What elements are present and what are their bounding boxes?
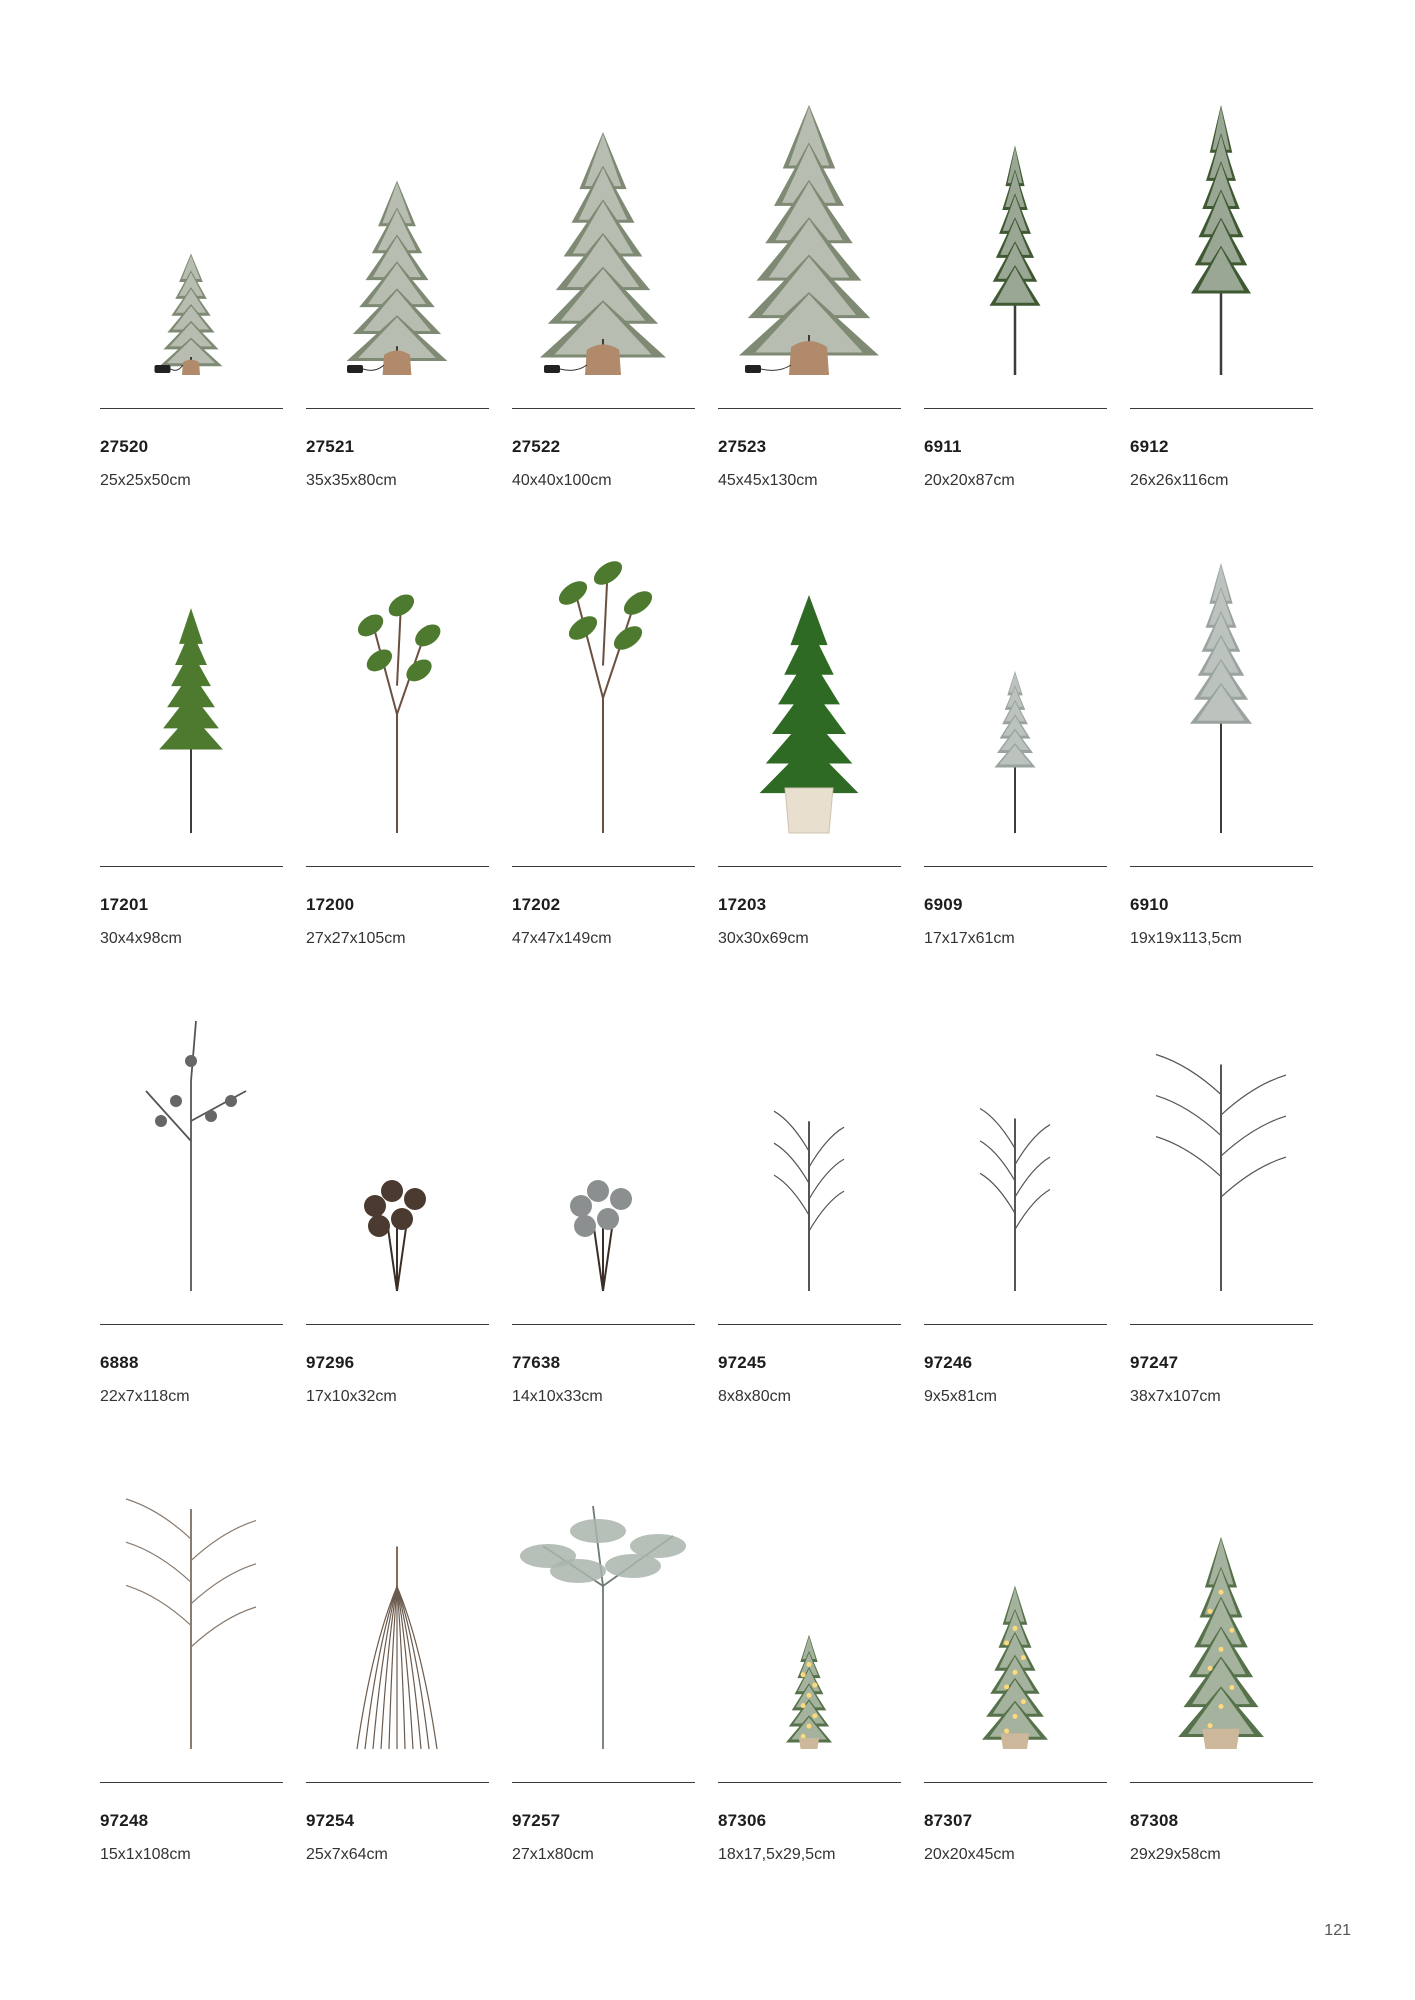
product-code: 97246 bbox=[924, 1353, 973, 1372]
product-dimensions: 25x25x50cm bbox=[100, 472, 191, 489]
product-code: 6911 bbox=[924, 437, 962, 456]
green-pine-branch-icon bbox=[306, 548, 489, 848]
potted-pine-icon bbox=[718, 548, 901, 848]
product-code: 97257 bbox=[512, 1811, 561, 1830]
product-code: 17202 bbox=[512, 895, 561, 914]
product-divider bbox=[718, 1782, 901, 1783]
product-dimensions: 38x7x107cm bbox=[1130, 1388, 1221, 1405]
product-divider bbox=[512, 1782, 695, 1783]
product-code: 6888 bbox=[100, 1353, 139, 1372]
product-divider bbox=[924, 1324, 1107, 1325]
product-code: 97254 bbox=[306, 1811, 355, 1830]
product-divider bbox=[306, 866, 489, 867]
product-code: 27520 bbox=[100, 437, 149, 456]
product-divider bbox=[1130, 408, 1313, 409]
product-dimensions: 15x1x108cm bbox=[100, 1846, 191, 1863]
product-code: 97248 bbox=[100, 1811, 149, 1830]
product-code: 77638 bbox=[512, 1353, 561, 1372]
green-pine-branch-large-icon bbox=[512, 548, 695, 848]
product-dimensions: 27x1x80cm bbox=[512, 1846, 594, 1863]
product-dimensions: 17x10x32cm bbox=[306, 1388, 397, 1405]
lit-mini-tree-icon bbox=[1130, 1464, 1313, 1764]
snowy-tree-burlap-icon bbox=[512, 90, 695, 390]
green-pine-branch-icon bbox=[100, 548, 283, 848]
product-code: 87306 bbox=[718, 1811, 767, 1830]
product-divider bbox=[100, 1782, 283, 1783]
pine-stem-icon bbox=[1130, 90, 1313, 390]
product-dimensions: 40x40x100cm bbox=[512, 472, 612, 489]
product-dimensions: 19x19x113,5cm bbox=[1130, 930, 1242, 947]
product-divider bbox=[100, 866, 283, 867]
product-divider bbox=[512, 866, 695, 867]
product-divider bbox=[306, 1324, 489, 1325]
cone-bouquet-brown-icon bbox=[306, 1006, 489, 1306]
frosted-stem-icon bbox=[924, 548, 1107, 848]
product-code: 97245 bbox=[718, 1353, 767, 1372]
product-dimensions: 30x30x69cm bbox=[718, 930, 809, 947]
product-code: 6909 bbox=[924, 895, 963, 914]
product-code: 6910 bbox=[1130, 895, 1169, 914]
lit-mini-tree-icon bbox=[718, 1464, 901, 1764]
frosted-stem-icon bbox=[1130, 548, 1313, 848]
product-divider bbox=[924, 1782, 1107, 1783]
product-divider bbox=[718, 408, 901, 409]
product-divider bbox=[306, 1782, 489, 1783]
product-code: 6912 bbox=[1130, 437, 1169, 456]
product-dimensions: 30x4x98cm bbox=[100, 930, 182, 947]
product-dimensions: 45x45x130cm bbox=[718, 472, 818, 489]
product-divider bbox=[100, 1324, 283, 1325]
product-divider bbox=[512, 1324, 695, 1325]
snowy-tree-burlap-small-icon bbox=[100, 90, 283, 390]
lit-mini-tree-icon bbox=[924, 1464, 1107, 1764]
snowy-tree-burlap-icon bbox=[306, 90, 489, 390]
bare-twig-icon bbox=[924, 1006, 1107, 1306]
product-divider bbox=[718, 1324, 901, 1325]
product-dimensions: 20x20x87cm bbox=[924, 472, 1015, 489]
bare-twig-icon bbox=[718, 1006, 901, 1306]
product-divider bbox=[1130, 1324, 1313, 1325]
product-dimensions: 29x29x58cm bbox=[1130, 1846, 1221, 1863]
product-divider bbox=[1130, 1782, 1313, 1783]
product-dimensions: 8x8x80cm bbox=[718, 1388, 791, 1405]
product-divider bbox=[924, 408, 1107, 409]
product-divider bbox=[1130, 866, 1313, 867]
product-code: 97247 bbox=[1130, 1353, 1179, 1372]
pine-stem-icon bbox=[924, 90, 1107, 390]
product-divider bbox=[718, 866, 901, 867]
snowy-tree-burlap-large-icon bbox=[718, 90, 901, 390]
product-dimensions: 20x20x45cm bbox=[924, 1846, 1015, 1863]
cone-bouquet-grey-icon bbox=[512, 1006, 695, 1306]
product-divider bbox=[100, 408, 283, 409]
product-dimensions: 25x7x64cm bbox=[306, 1846, 388, 1863]
cone-twig-branch-icon bbox=[100, 1006, 283, 1306]
product-dimensions: 26x26x116cm bbox=[1130, 472, 1229, 489]
frosted-fern-branch-icon bbox=[512, 1464, 695, 1764]
product-dimensions: 47x47x149cm bbox=[512, 930, 612, 947]
product-code: 27522 bbox=[512, 437, 561, 456]
product-dimensions: 22x7x118cm bbox=[100, 1388, 190, 1405]
bare-branch-icon bbox=[1130, 1006, 1313, 1306]
product-dimensions: 27x27x105cm bbox=[306, 930, 406, 947]
product-dimensions: 35x35x80cm bbox=[306, 472, 397, 489]
product-dimensions: 17x17x61cm bbox=[924, 930, 1015, 947]
white-branch-icon bbox=[100, 1464, 283, 1764]
hanging-twig-bundle-icon bbox=[306, 1464, 489, 1764]
product-code: 17200 bbox=[306, 895, 355, 914]
product-code: 27523 bbox=[718, 437, 767, 456]
product-code: 87308 bbox=[1130, 1811, 1179, 1830]
product-dimensions: 9x5x81cm bbox=[924, 1388, 997, 1405]
product-code: 17203 bbox=[718, 895, 767, 914]
product-code: 17201 bbox=[100, 895, 149, 914]
product-code: 27521 bbox=[306, 437, 355, 456]
page-number: 121 bbox=[1324, 1922, 1351, 1939]
product-code: 97296 bbox=[306, 1353, 355, 1372]
product-divider bbox=[512, 408, 695, 409]
product-divider bbox=[306, 408, 489, 409]
product-code: 87307 bbox=[924, 1811, 973, 1830]
product-dimensions: 18x17,5x29,5cm bbox=[718, 1846, 836, 1863]
product-divider bbox=[924, 866, 1107, 867]
product-dimensions: 14x10x33cm bbox=[512, 1388, 603, 1405]
